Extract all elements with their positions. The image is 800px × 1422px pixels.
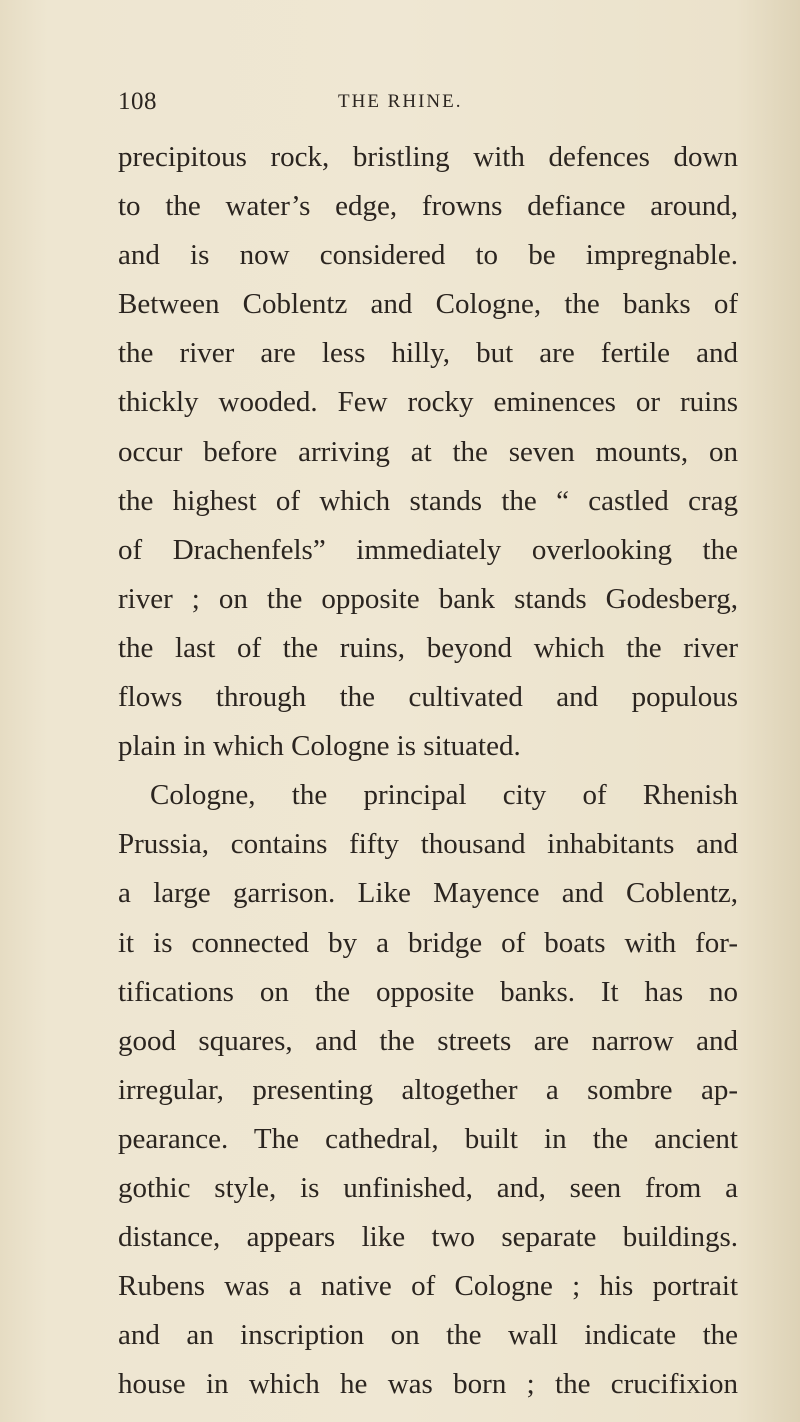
text-line: to the water’s edge, frowns defiance around, xyxy=(118,190,738,223)
text-line: flows through the cultivated and populous xyxy=(118,681,738,714)
text-line: and an inscription on the wall indicate the xyxy=(118,1319,738,1352)
text-line: the highest of which stands the “ castled crag xyxy=(118,484,738,517)
text-line: irregular, presenting altogether a sombre ap- xyxy=(118,1073,738,1106)
text-line: house in which he was born ; the crucifixion xyxy=(118,1368,738,1401)
text-line: thickly wooded. Few rocky eminences or ruins xyxy=(118,386,738,419)
paragraph-first-line: Cologne, the principal city of Rhenish xyxy=(150,779,738,812)
body-text xyxy=(118,133,738,1409)
text-line: good squares, and the streets are narrow and xyxy=(118,1024,738,1057)
page-number: 108 xyxy=(118,88,157,115)
text-line: tifications on the opposite banks. It has no xyxy=(118,975,738,1008)
text-line: river ; on the opposite bank stands Godesberg, xyxy=(118,582,738,615)
text-line: Prussia, contains fifty thousand inhabitants and xyxy=(118,828,738,861)
running-head xyxy=(118,88,736,118)
text-line: distance, appears like two separate buildings. xyxy=(118,1221,738,1254)
text-line: pearance. The cathedral, built in the ancient xyxy=(118,1122,738,1155)
text-line: of Drachenfels” immediately overlooking the xyxy=(118,533,738,566)
text-line: and is now considered to be impregnable. xyxy=(118,239,738,272)
text-line: Between Coblentz and Cologne, the banks of xyxy=(118,288,738,321)
text-line: it is connected by a bridge of boats with for- xyxy=(118,926,738,959)
text-line: Rubens was a native of Cologne ; his portrait xyxy=(118,1270,738,1303)
text-line: the river are less hilly, but are fertile and xyxy=(118,337,738,370)
running-title: THE RHINE. xyxy=(338,91,463,112)
text-line: precipitous rock, bristling with defences down xyxy=(118,141,738,173)
text-line: the last of the ruins, beyond which the river xyxy=(118,631,738,664)
text-line: occur before arriving at the seven mounts, on xyxy=(118,435,738,468)
text-line: gothic style, is unfinished, and, seen from a xyxy=(118,1171,738,1204)
text-line: a large garrison. Like Mayence and Coblentz, xyxy=(118,877,738,910)
paragraph-end-line: plain in which Cologne is situated. xyxy=(118,730,521,763)
